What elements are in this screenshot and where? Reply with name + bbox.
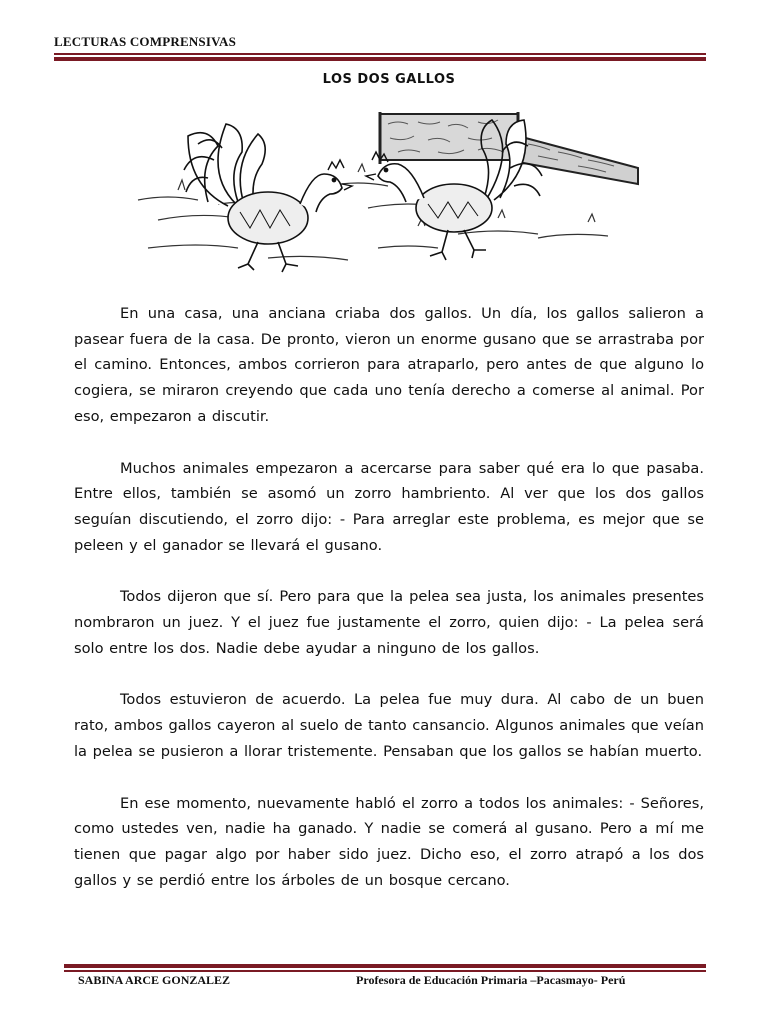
ground-icon xyxy=(138,164,608,260)
story-body xyxy=(74,301,704,919)
story-paragraph: En una casa, una anciana criaba dos gallos. Un día, los gallos salieron a pasear fuera de la casa. De pronto, vieron un enorme gusano que se arrastraba por el camino. Entonces, ambos corrieron para atraparlo, pero antes de que alguno lo cogiera, se miraron creyendo que cada uno tenía derecho a comerse al animal. Por eso, empezaron a discutir. xyxy=(74,305,704,425)
header-rule-thick xyxy=(54,57,706,61)
story-title: LOS DOS GALLOS xyxy=(322,72,456,87)
story-paragraph: En ese momento, nuevamente habló el zorro a todos los animales: - Señores, como ustedes ven, nadie ha ganado. Y nadie se comerá al gusano. Pero a mí me tienen que pagar algo por haber sido juez. Dicho eso, el zorro atrapó a los dos gallos y se perdió entre los árboles de un bosque cercano. xyxy=(74,794,704,889)
footer-rule-thick xyxy=(64,964,706,968)
footer-role: Profesora de Educación Primaria –Pacasmayo- Perú xyxy=(356,973,626,987)
story-paragraph: Todos dijeron que sí. Pero para que la pelea sea justa, los animales presentes nombraron un juez. Y el juez fue justamente el zorro, quien dijo: - La pelea será solo entre los dos. Nadie debe ayudar a ninguno de los gallos. xyxy=(74,588,704,657)
left-rooster-icon xyxy=(184,124,352,272)
two-roosters-illustration xyxy=(118,108,648,278)
story-paragraph: Muchos animales empezaron a acercarse para saber qué era lo que pasaba. Entre ellos, también se asomó un zorro hambriento. Al ver que los dos gallos seguían discutiendo, el zorro dijo: - Para arreglar este problema, es mejor que se peleen y el ganador se llevará el gusano. xyxy=(74,459,704,554)
footer-author: SABINA ARCE GONZALEZ xyxy=(78,973,231,987)
footer-rule-thin xyxy=(64,970,706,972)
story-paragraph: Todos estuvieron de acuerdo. La pelea fue muy dura. Al cabo de un buen rato, ambos gallos cayeron al suelo de tanto cansancio. Algunos animales que veían la pelea se pusieron a llorar tristemente. Pensaban que los gallos se habían muerto. xyxy=(74,691,704,760)
header-rule-thin xyxy=(54,53,706,55)
header-title: LECTURAS COMPRENSIVAS xyxy=(54,34,237,49)
